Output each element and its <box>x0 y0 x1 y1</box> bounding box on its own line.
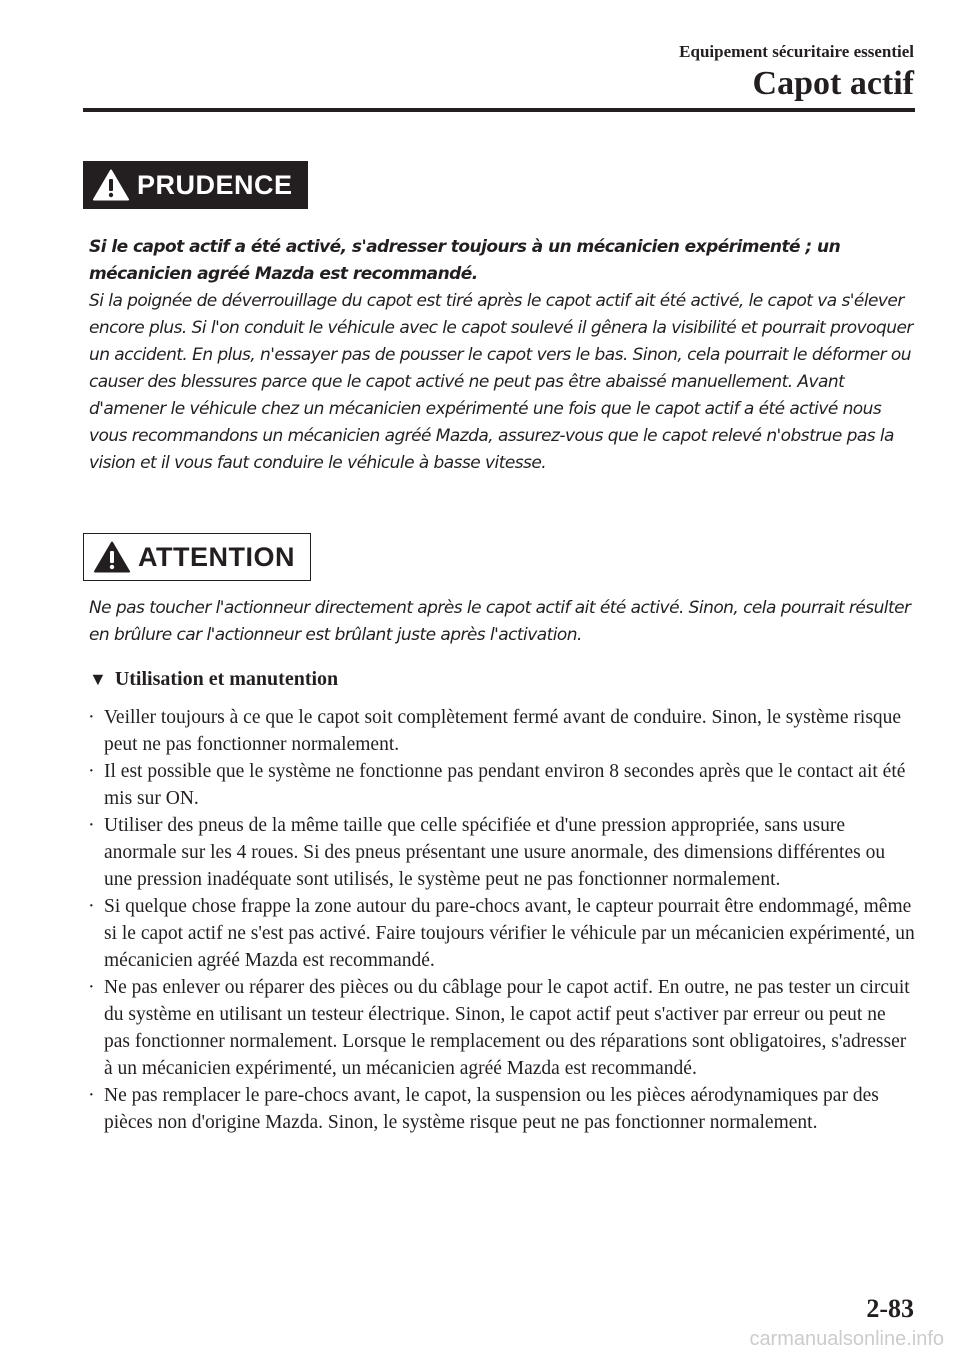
page-number: 2-83 <box>866 1294 914 1323</box>
bullet-dot: · <box>88 1084 95 1106</box>
list-item-text: Veiller toujours à ce que le capot soit complètement fermé avant de conduire. Sinon, le système risque peut ne pas fonctionner normalement. <box>104 707 902 755</box>
attention-label: ATTENTION <box>138 541 295 572</box>
section-title: Utilisation et manutention <box>114 668 339 690</box>
caution-label: PRUDENCE <box>137 169 293 200</box>
list-item <box>83 758 915 812</box>
warning-triangle-icon <box>94 541 130 573</box>
header-page-title: Capot actif <box>752 65 914 102</box>
bullet-dot: · <box>88 895 95 917</box>
list-item <box>83 974 915 1082</box>
list-item-text: Si quelque chose frappe la zone autour du pare-chocs avant, le capteur pourrait être endommagé, même si le capot actif ne s'est pas activé. Faire toujours vérifier le véhicule par un mécanicien expérimenté, un mécanicien agréé Mazda est recommandé. <box>104 896 915 971</box>
attention-block <box>89 595 915 649</box>
list-item-text: Utiliser des pneus de la même taille que celle spécifiée et d'une pression appropriée, sans usure anormale sur les 4 roues. Si des pneus présentant une usure anormale, des dimensions différentes ou une pression inadéquate sont utilisés, le système peut ne pas fonctionner normalement. <box>104 815 886 890</box>
watermark: carmanualsonline.info <box>749 1328 944 1350</box>
list-item <box>83 704 915 758</box>
bullet-dot: · <box>88 976 95 998</box>
header-section-name: Equipement sécuritaire essentiel <box>679 42 914 61</box>
bullet-dot: · <box>88 814 95 836</box>
header-divider <box>83 108 915 112</box>
usage-bullet-list <box>83 704 915 1136</box>
bullet-dot: · <box>88 760 95 782</box>
bullet-dot: · <box>88 706 95 728</box>
list-item-text: Ne pas enlever ou réparer des pièces ou du câblage pour le capot actif. En outre, ne pas tester un circuit du système en utilisant un testeur électrique. Sinon, le capot actif peut s'activer par erreur ou peut ne pas fonctionner normalement. Lorsque le remplacement ou des réparations sont obligatoires, s'adresser à un mécanicien expérimenté, un mécanicien agréé Mazda est recommandé. <box>104 977 910 1079</box>
attention-text: Ne pas toucher l'actionneur directement après le capot actif ait été activé. Sinon, cela pourrait résulter en brûlure car l'actionneur est brûlant juste après l'activation. <box>89 598 911 645</box>
down-triangle-icon: ▼ <box>89 669 107 689</box>
list-item-text: Il est possible que le système ne fonctionne pas pendant environ 8 secondes après que le contact ait été mis sur ON. <box>104 761 906 809</box>
attention-badge <box>83 533 311 581</box>
caution-block <box>89 234 915 477</box>
list-item <box>83 812 915 893</box>
caution-badge <box>83 161 308 209</box>
list-item <box>83 1082 915 1136</box>
caution-body-text: Si la poignée de déverrouillage du capot est tiré après le capot actif ait été activé, le capot va s'élever encore plus. Si l'on conduit le véhicule avec le capot soulevé il gênera la visibilité et pourrait provoquer un accident. En plus, n'essayer pas de pousser le capot vers le bas. Sinon, cela pourrait le déformer ou causer des blessures parce que le capot activé ne peut pas être abaissé manuellement. Avant d'amener le véhicule chez un mécanicien expérimenté une fois que le capot actif a été activé nous vous recommandons un mécanicien agréé Mazda, assurez-vous que le capot relevé n'obstrue pas la vision et il vous faut conduire le véhicule à basse vitesse. <box>89 291 913 473</box>
caution-bold-text: Si le capot actif a été activé, s'adresser toujours à un mécanicien expérimenté ; un mécanicien agréé Mazda est recommandé. <box>89 237 841 284</box>
section-heading <box>89 665 338 693</box>
running-header <box>679 42 914 104</box>
list-item-text: Ne pas remplacer le pare-chocs avant, le capot, la suspension ou les pièces aérodynamiques par des pièces non d'origine Mazda. Sinon, le système risque peut ne pas fonctionner normalement. <box>104 1085 879 1133</box>
warning-triangle-icon <box>93 169 129 201</box>
list-item <box>83 893 915 974</box>
